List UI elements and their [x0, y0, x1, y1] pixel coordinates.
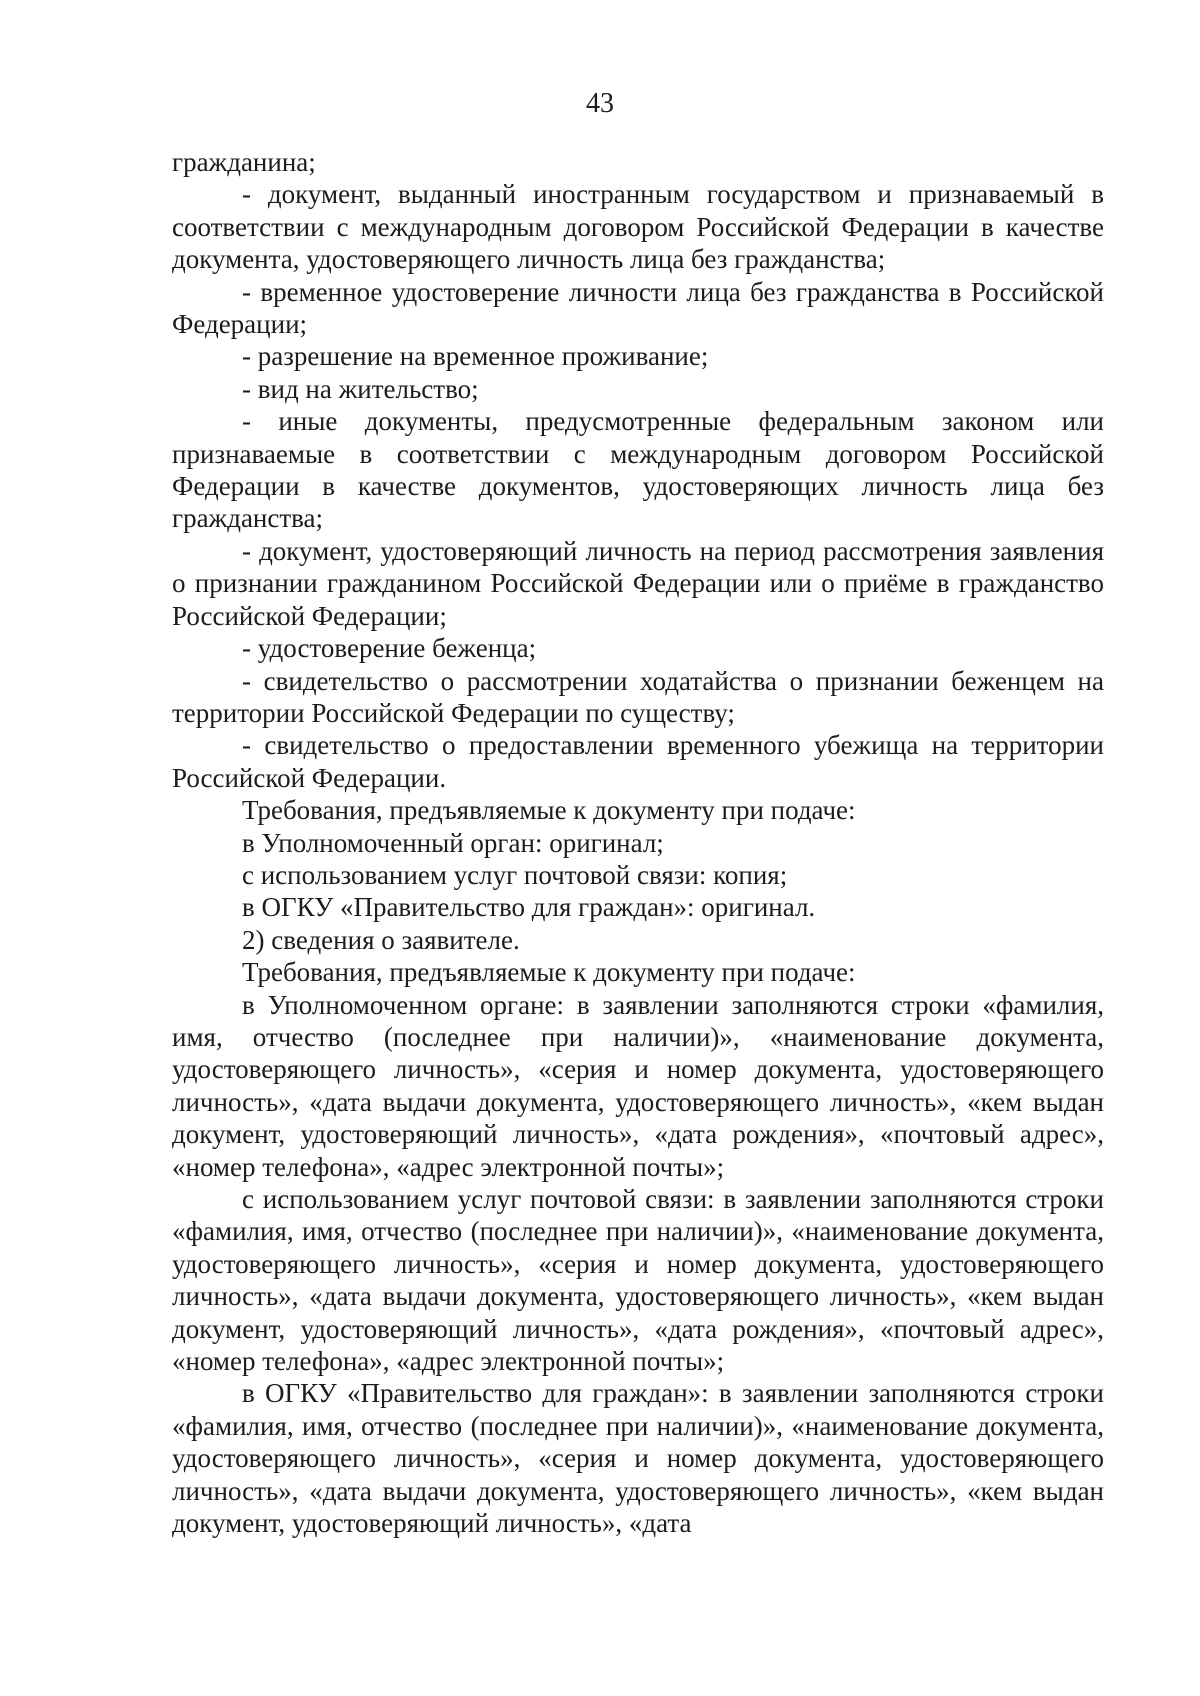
list-item: - разрешение на временное проживание; — [242, 341, 709, 372]
paragraph: Требования, предъявляемые к документу при подаче: — [242, 795, 856, 826]
paragraph: с использованием услуг почтовой связи: в заявлении заполняются строки «фамилия, имя, отчество (последнее при наличии)», «наименование документа, удостоверяющего личность», «серия и номер документа, удостоверяющего личность», «дата выдачи документа, удостоверяющего личность», «кем выдан документ, удостоверяющий личность», «дата рождения», «почтовый адрес», «номер телефона», «адрес электронной почты»; — [172, 1184, 1104, 1377]
paragraph: в ОГКУ «Правительство для граждан»: в заявлении заполняются строки «фамилия, имя, отчество (последнее при наличии)», «наименование документа, удостоверяющего личность», «серия и номер документа, удостоверяющего личность», «дата выдачи документа, удостоверяющего личность», «кем выдан документ, удостоверяющий личность», «дата — [172, 1378, 1104, 1539]
list-item: - вид на жительство; — [242, 373, 479, 404]
list-item: - документ, выданный иностранным государством и признаваемый в соответствии с международным договором Российской Федерации в качестве документа, удостоверяющего личность лица без гражданства; — [172, 179, 1104, 275]
list-item: - свидетельство о предоставлении временного убежища на территории Российской Федерации. — [172, 730, 1104, 793]
paragraph: в ОГКУ «Правительство для граждан»: оригинал. — [242, 892, 816, 923]
list-item: - свидетельство о рассмотрении ходатайства о признании беженцем на территории Российской Федерации по существу; — [172, 665, 1104, 728]
document-body — [172, 146, 1104, 1539]
page-number: 43 — [586, 88, 614, 119]
paragraph: Требования, предъявляемые к документу при подаче: — [242, 957, 856, 988]
list-item: - документ, удостоверяющий личность на период рассмотрения заявления о признании гражданином Российской Федерации или о приёме в гражданство Российской Федерации; — [172, 535, 1104, 631]
paragraph-continuation: гражданина; — [172, 147, 316, 177]
paragraph: в Уполномоченный орган: оригинал; — [242, 827, 664, 858]
list-item: - иные документы, предусмотренные федеральным законом или признаваемые в соответствии с международным договором Российской Федерации в качестве документов, удостоверяющих личность лица без гражданства; — [172, 406, 1104, 534]
paragraph: с использованием услуг почтовой связи: копия; — [242, 859, 788, 890]
paragraph: в Уполномоченном органе: в заявлении заполняются строки «фамилия, имя, отчество (последнее при наличии)», «наименование документа, удостоверяющего личность», «серия и номер документа, удостоверяющего личность», «дата выдачи документа, удостоверяющего личность», «кем выдан документ, удостоверяющий личность», «дата рождения», «почтовый адрес», «номер телефона», «адрес электронной почты»; — [172, 989, 1104, 1182]
list-item: - удостоверение беженца; — [242, 633, 537, 664]
section-heading: 2) сведения о заявителе. — [242, 924, 520, 955]
list-item: - временное удостоверение личности лица без гражданства в Российской Федерации; — [172, 276, 1104, 340]
